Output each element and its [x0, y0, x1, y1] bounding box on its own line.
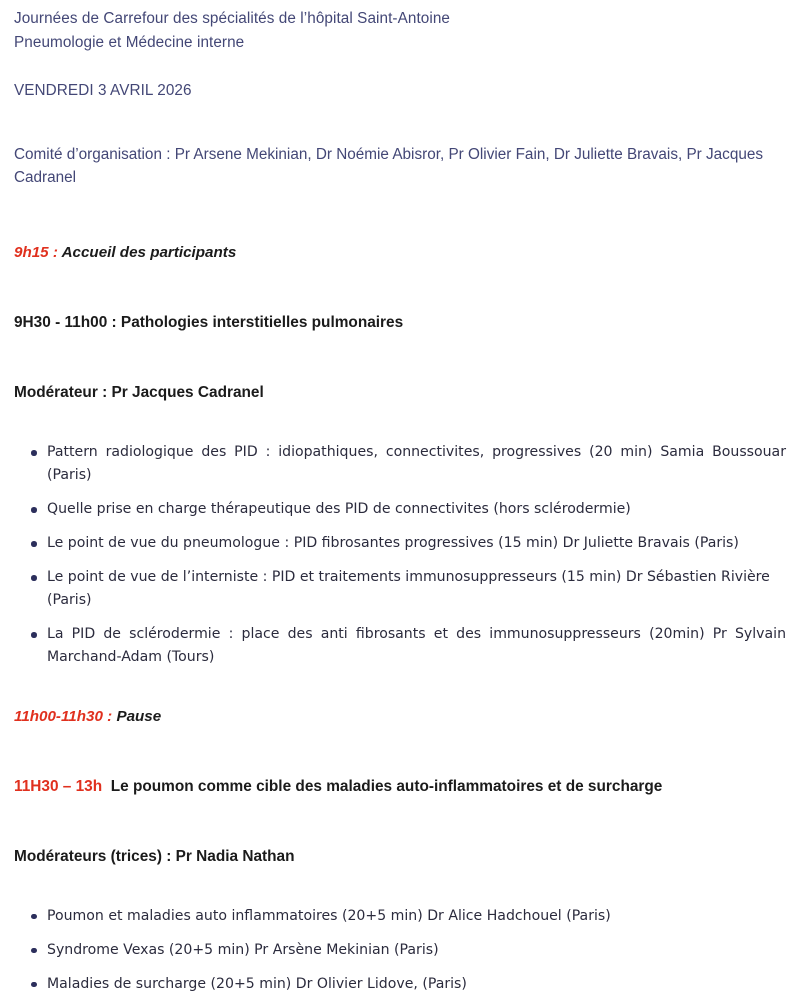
session-2-talks	[24, 905, 786, 996]
document-header	[14, 7, 786, 54]
spacer	[14, 813, 786, 830]
list-item: Syndrome Vexas (20+5 min) Pr Arsène Mekinian (Paris)	[24, 939, 786, 962]
welcome-label: Accueil des participants	[61, 244, 237, 262]
session-2-time: 11H30 – 13h	[14, 777, 103, 795]
session-2-title: Le poumon comme cible des maladies auto-inflammatoires et de surcharge	[110, 777, 663, 795]
list-item: Le point de vue de l’interniste : PID et traitements immunosuppresseurs (15 min) Dr Sébastien Rivière (Paris)	[24, 566, 786, 612]
spacer	[14, 279, 786, 296]
title-line-1: Journées de Carrefour des spécialités de l’hôpital Saint-Antoine	[14, 10, 451, 27]
list-item: Pattern radiologique des PID : idiopathiques, connectivites, progressives (20 min) Samia Boussouar (Paris)	[24, 441, 786, 487]
pause-time: 11h00-11h30 :	[14, 708, 113, 726]
list-item: Quelle prise en charge thérapeutique des PID de connectivites (hors sclérodermie)	[24, 498, 786, 521]
pause-label: Pause	[116, 708, 162, 726]
event-date: VENDREDI 3 AVRIL 2026	[14, 82, 192, 99]
list-item: Le point de vue du pneumologue : PID fibrosantes progressives (15 min) Dr Juliette Bravais (Paris)	[24, 532, 786, 555]
welcome-entry	[14, 242, 786, 264]
list-item: Maladies de surcharge (20+5 min) Dr Olivier Lidove, (Paris)	[24, 973, 786, 996]
spacer	[14, 349, 786, 366]
organisation-committee: Comité d’organisation : Pr Arsene Mekinian, Dr Noémie Abisror, Pr Olivier Fain, Dr Juliette Bravais, Pr Jacques Cadranel	[14, 145, 763, 187]
list-item: Poumon et maladies auto inflammatoires (20+5 min) Dr Alice Hadchouel (Paris)	[24, 905, 786, 928]
pause-entry	[14, 706, 786, 728]
list-item: La PID de sclérodermie : place des anti fibrosants et des immunosuppresseurs (20min) Pr Sylvain Marchand-Adam (Tours)	[24, 623, 786, 669]
spacer	[14, 103, 786, 128]
spacer	[14, 669, 786, 691]
spacer	[14, 743, 786, 760]
session-1-heading: 9H30 - 11h00 : Pathologies interstitielles pulmonaires	[14, 313, 404, 331]
welcome-time: 9h15 :	[14, 244, 58, 262]
spacer	[14, 883, 786, 905]
spacer	[14, 54, 786, 79]
title-line-2: Pneumologie et Médecine interne	[14, 33, 245, 51]
spacer	[14, 205, 786, 227]
session-1-moderator: Modérateur : Pr Jacques Cadranel	[14, 383, 264, 401]
session-1-talks	[24, 441, 786, 669]
session-2-heading	[14, 776, 786, 798]
session-2-moderator: Modérateurs (trices) : Pr Nadia Nathan	[14, 847, 295, 865]
spacer	[14, 419, 786, 441]
